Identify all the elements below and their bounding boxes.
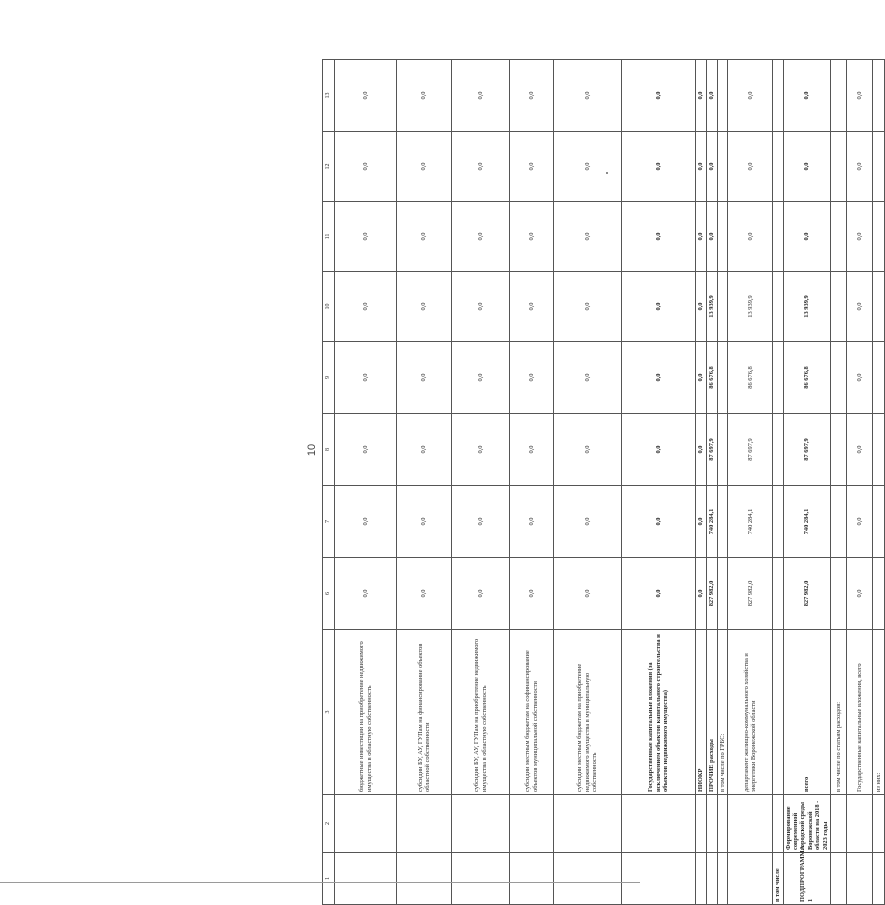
expense-description-cell: субсидии местным бюджетам на софинансирование объектов муниципальной собственности	[510, 630, 554, 795]
amount-cell: 0,0	[452, 272, 510, 342]
header-cell: 13	[323, 60, 335, 132]
amount-cell: 0,0	[622, 272, 696, 342]
amount-cell: 0,0	[335, 414, 397, 486]
expense-description-cell: департамент жилищно-коммунального хозяйства и энергетики Воронежской области	[728, 630, 773, 795]
amount-cell: 0,0	[783, 202, 830, 272]
table-row	[783, 60, 830, 905]
subprogram-name-cell	[622, 795, 696, 853]
amount-cell: 0,0	[707, 132, 718, 202]
scan-speck	[606, 172, 608, 174]
amount-cell: 0,0	[452, 60, 510, 132]
amount-cell: 0,0	[554, 414, 622, 486]
subprogram-name-cell: Формирование современной городской среды Воронежской области на 2018 - 2023 годы	[783, 795, 830, 853]
amount-cell: 0,0	[335, 486, 397, 558]
table-row	[718, 60, 728, 905]
row-label-cell	[872, 853, 884, 905]
amount-cell	[872, 342, 884, 414]
amount-cell	[773, 202, 783, 272]
amount-cell	[773, 414, 783, 486]
amount-cell: 0,0	[452, 342, 510, 414]
amount-cell: 0,0	[707, 202, 718, 272]
amount-cell: 0,0	[397, 272, 452, 342]
row-label-cell	[830, 853, 846, 905]
amount-cell: 0,0	[510, 272, 554, 342]
amount-cell	[773, 272, 783, 342]
header-cell: 1	[323, 853, 335, 905]
header-row	[323, 60, 335, 905]
table-row	[846, 60, 872, 905]
expense-description-cell: в том числе по статьям расходов:	[830, 630, 846, 795]
amount-cell: 0,0	[846, 558, 872, 630]
header-cell: 11	[323, 202, 335, 272]
table-row	[830, 60, 846, 905]
amount-cell: 0,0	[728, 60, 773, 132]
amount-cell	[830, 60, 846, 132]
amount-cell: 0,0	[696, 272, 707, 342]
row-label-cell: в том числе	[773, 853, 783, 905]
subprogram-name-cell	[872, 795, 884, 853]
table-row	[728, 60, 773, 905]
amount-cell: 0,0	[554, 60, 622, 132]
amount-cell: 0,0	[452, 202, 510, 272]
amount-cell: 0,0	[452, 486, 510, 558]
amount-cell: 0,0	[783, 132, 830, 202]
amount-cell: 86 676,8	[728, 342, 773, 414]
amount-cell	[718, 132, 728, 202]
expense-description-cell: бюджетные инвестиции на приобретение недвижимого имущества в областную собственность	[335, 630, 397, 795]
amount-cell	[718, 414, 728, 486]
amount-cell: 0,0	[696, 486, 707, 558]
amount-cell: 0,0	[335, 342, 397, 414]
amount-cell	[718, 342, 728, 414]
expense-description-cell: всего	[783, 630, 830, 795]
amount-cell: 0,0	[696, 414, 707, 486]
header-cell: 8	[323, 414, 335, 486]
amount-cell: 740 284,1	[728, 486, 773, 558]
amount-cell: 86 676,8	[707, 342, 718, 414]
amount-cell	[773, 486, 783, 558]
row-label-cell	[554, 853, 622, 905]
amount-cell: 0,0	[622, 414, 696, 486]
amount-cell: 0,0	[846, 132, 872, 202]
amount-cell: 0,0	[554, 202, 622, 272]
amount-cell: 0,0	[397, 486, 452, 558]
subprogram-name-cell	[846, 795, 872, 853]
amount-cell	[830, 486, 846, 558]
header-cell: 12	[323, 132, 335, 202]
amount-cell	[830, 558, 846, 630]
amount-cell: 0,0	[510, 414, 554, 486]
subprogram-name-cell	[554, 795, 622, 853]
amount-cell: 0,0	[696, 60, 707, 132]
budget-table	[322, 59, 885, 905]
amount-cell: 827 982,0	[728, 558, 773, 630]
amount-cell: 0,0	[397, 202, 452, 272]
header-cell: 7	[323, 486, 335, 558]
amount-cell: 0,0	[510, 202, 554, 272]
amount-cell: 0,0	[728, 202, 773, 272]
amount-cell: 0,0	[846, 342, 872, 414]
amount-cell: 0,0	[783, 60, 830, 132]
row-label-cell: ПОДПРОГРАММА 1	[783, 853, 830, 905]
subprogram-name-cell	[773, 795, 783, 853]
amount-cell: 0,0	[510, 342, 554, 414]
amount-cell: 0,0	[696, 558, 707, 630]
amount-cell: 0,0	[622, 558, 696, 630]
amount-cell: 0,0	[728, 132, 773, 202]
amount-cell: 87 697,9	[707, 414, 718, 486]
expense-description-cell: субсидии местным бюджетам на приобретение недвижимого имущества в муниципальную собственность	[554, 630, 622, 795]
row-label-cell	[718, 853, 728, 905]
table-row	[397, 60, 452, 905]
amount-cell	[872, 132, 884, 202]
amount-cell: 0,0	[696, 132, 707, 202]
amount-cell: 0,0	[696, 342, 707, 414]
amount-cell: 0,0	[554, 558, 622, 630]
amount-cell	[773, 342, 783, 414]
row-label-cell	[696, 853, 707, 905]
expense-description-cell: из них:	[872, 630, 884, 795]
subprogram-name-cell	[696, 795, 707, 853]
amount-cell	[872, 202, 884, 272]
row-label-cell	[510, 853, 554, 905]
row-label-cell	[707, 853, 718, 905]
subprogram-name-cell	[510, 795, 554, 853]
table-row	[773, 60, 783, 905]
header-cell: 2	[323, 795, 335, 853]
amount-cell: 0,0	[846, 486, 872, 558]
amount-cell: 86 676,8	[783, 342, 830, 414]
amount-cell: 0,0	[554, 486, 622, 558]
table-row	[335, 60, 397, 905]
amount-cell: 0,0	[335, 132, 397, 202]
amount-cell: 0,0	[622, 342, 696, 414]
expense-description-cell: Государственные капитальные вложения, всего	[846, 630, 872, 795]
amount-cell: 0,0	[696, 202, 707, 272]
expense-description-cell: НИОКР	[696, 630, 707, 795]
amount-cell: 0,0	[397, 414, 452, 486]
amount-cell: 13 939,9	[783, 272, 830, 342]
header-cell: 3	[323, 630, 335, 795]
row-label-cell	[335, 853, 397, 905]
subprogram-name-cell	[335, 795, 397, 853]
amount-cell: 87 697,9	[783, 414, 830, 486]
amount-cell: 0,0	[335, 558, 397, 630]
expense-description-cell: в том числе по ГРБС:	[718, 630, 728, 795]
amount-cell	[830, 342, 846, 414]
table-row	[622, 60, 696, 905]
amount-cell: 0,0	[397, 60, 452, 132]
subprogram-name-cell	[728, 795, 773, 853]
expense-description-cell: ПРОЧИЕ расходы	[707, 630, 718, 795]
amount-cell: 0,0	[452, 414, 510, 486]
amount-cell: 0,0	[335, 60, 397, 132]
amount-cell	[872, 558, 884, 630]
amount-cell: 0,0	[397, 342, 452, 414]
amount-cell: 0,0	[510, 558, 554, 630]
amount-cell: 0,0	[846, 60, 872, 132]
header-cell: 6	[323, 558, 335, 630]
amount-cell: 0,0	[622, 60, 696, 132]
amount-cell	[872, 60, 884, 132]
row-label-cell	[452, 853, 510, 905]
expense-description-cell	[773, 630, 783, 795]
amount-cell: 740 284,1	[783, 486, 830, 558]
expense-description-cell: субсидии БУ, АУ, ГУПам на приобретение недвижимого имущества в областную собственность	[452, 630, 510, 795]
amount-cell: 0,0	[397, 558, 452, 630]
subprogram-name-cell	[718, 795, 728, 853]
subprogram-name-cell	[830, 795, 846, 853]
amount-cell	[830, 132, 846, 202]
amount-cell	[718, 202, 728, 272]
amount-cell	[718, 558, 728, 630]
amount-cell: 0,0	[846, 202, 872, 272]
amount-cell	[872, 272, 884, 342]
amount-cell: 0,0	[707, 60, 718, 132]
amount-cell	[718, 272, 728, 342]
amount-cell: 0,0	[554, 342, 622, 414]
amount-cell: 0,0	[846, 272, 872, 342]
amount-cell: 0,0	[452, 558, 510, 630]
amount-cell: 0,0	[452, 132, 510, 202]
amount-cell	[872, 486, 884, 558]
subprogram-name-cell	[452, 795, 510, 853]
amount-cell	[830, 414, 846, 486]
amount-cell: 0,0	[622, 202, 696, 272]
amount-cell: 13 939,9	[707, 272, 718, 342]
amount-cell: 0,0	[554, 132, 622, 202]
table-row	[696, 60, 707, 905]
row-label-cell	[397, 853, 452, 905]
amount-cell: 13 939,9	[728, 272, 773, 342]
page-number: 10	[306, 443, 318, 457]
amount-cell: 740 284,1	[707, 486, 718, 558]
amount-cell: 0,0	[335, 202, 397, 272]
subprogram-name-cell	[707, 795, 718, 853]
amount-cell: 0,0	[397, 132, 452, 202]
amount-cell	[773, 132, 783, 202]
expense-description-cell: субсидии БУ, АУ, ГУПам на финансирование объектов областной собственности	[397, 630, 452, 795]
scan-edge-line	[0, 882, 640, 883]
row-label-cell	[728, 853, 773, 905]
expense-description-cell: Государственные капитальные вложения (за исключением объектов капитального строительства и объектов недвижимого имущества)	[622, 630, 696, 795]
amount-cell: 827 982,0	[783, 558, 830, 630]
amount-cell	[773, 558, 783, 630]
amount-cell: 0,0	[510, 132, 554, 202]
amount-cell: 0,0	[510, 60, 554, 132]
header-cell: 9	[323, 342, 335, 414]
amount-cell: 0,0	[510, 486, 554, 558]
amount-cell: 0,0	[846, 414, 872, 486]
amount-cell	[830, 272, 846, 342]
amount-cell: 0,0	[622, 486, 696, 558]
table-row	[872, 60, 884, 905]
header-cell: 10	[323, 272, 335, 342]
amount-cell: 0,0	[622, 132, 696, 202]
amount-cell: 827 982,0	[707, 558, 718, 630]
table-row	[707, 60, 718, 905]
amount-cell	[718, 60, 728, 132]
table-row	[554, 60, 622, 905]
amount-cell	[872, 414, 884, 486]
amount-cell	[718, 486, 728, 558]
row-label-cell	[622, 853, 696, 905]
subprogram-name-cell	[397, 795, 452, 853]
row-label-cell	[846, 853, 872, 905]
amount-cell	[830, 202, 846, 272]
amount-cell	[773, 60, 783, 132]
amount-cell: 87 697,9	[728, 414, 773, 486]
table-row	[510, 60, 554, 905]
table-row	[452, 60, 510, 905]
amount-cell: 0,0	[554, 272, 622, 342]
rotated-table-container	[322, 60, 882, 905]
amount-cell: 0,0	[335, 272, 397, 342]
